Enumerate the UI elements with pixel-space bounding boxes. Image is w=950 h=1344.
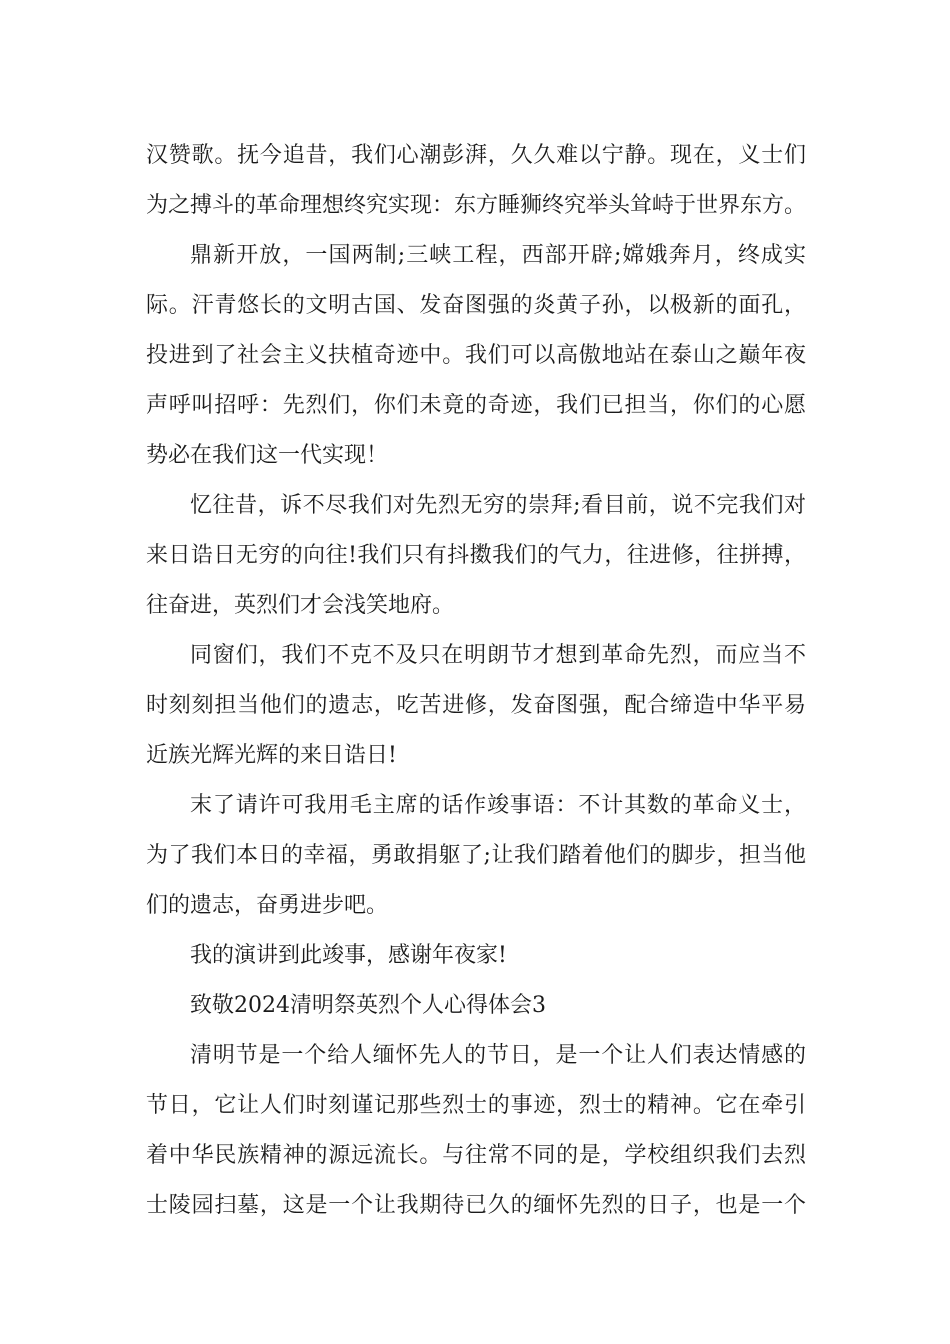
text-line: 节日，它让人们时刻谨记那些烈士的事迹，烈士的精神。它在牵引 bbox=[146, 1093, 806, 1118]
section-heading: 致敬2024清明祭英烈个人心得体会3 bbox=[190, 993, 546, 1018]
paragraph-single-line: 我的演讲到此竣事，感谢年夜家! bbox=[190, 943, 507, 968]
paragraph-last-line: 势必在我们这一代实现！ bbox=[146, 443, 389, 468]
text-line: 时刻刻担当他们的遗志，吃苦进修，发奋图强，配合缔造中华平易 bbox=[146, 693, 806, 718]
paragraph-first-line: 同窗们，我们不克不及只在明朗节才想到革命先烈，而应当不 bbox=[190, 643, 806, 668]
text-line: 着中华民族精神的源远流长。与往常不同的是，学校组织我们去烈 bbox=[146, 1143, 806, 1168]
paragraph-first-line: 忆往昔，诉不尽我们对先烈无穷的崇拜;看目前，说不完我们对 bbox=[190, 493, 806, 518]
text-line: 际。汗青悠长的文明古国、发奋图强的炎黄子孙，以极新的面孔， bbox=[146, 293, 806, 318]
text-line: 汉赞歌。抚今追昔，我们心潮彭湃，久久难以宁静。现在，义士们 bbox=[146, 143, 806, 168]
paragraph-first-line: 鼎新开放，一国两制;三峡工程，西部开辟;嫦娥奔月，终成实 bbox=[190, 243, 806, 268]
text-line: 为了我们本日的幸福，勇敢捐躯了;让我们踏着他们的脚步，担当他 bbox=[146, 843, 806, 868]
paragraph-first-line: 末了请许可我用毛主席的话作竣事语：不计其数的革命义士， bbox=[190, 793, 806, 818]
text-line: 来日诰日无穷的向往!我们只有抖擞我们的气力，往进修，往拼搏， bbox=[146, 543, 806, 568]
paragraph-last-line: 往奋进，英烈们才会浅笑地府。 bbox=[146, 593, 455, 618]
text-line: 声呼叫招呼：先烈们，你们未竟的奇迹，我们已担当，你们的心愿 bbox=[146, 393, 806, 418]
document-body bbox=[146, 131, 806, 1231]
text-line: 为之搏斗的革命理想终究实现：东方睡狮终究举头耸峙于世界东方。 bbox=[146, 193, 806, 218]
paragraph-last-line: 近族光辉光辉的来日诰日! bbox=[146, 743, 397, 768]
paragraph-first-line: 清明节是一个给人缅怀先人的节日，是一个让人们表达情感的 bbox=[190, 1043, 806, 1068]
paragraph-last-line: 们的遗志，奋勇进步吧。 bbox=[146, 893, 389, 918]
text-line: 士陵园扫墓，这是一个让我期待已久的缅怀先烈的日子，也是一个 bbox=[146, 1193, 806, 1218]
text-line: 投进到了社会主义扶植奇迹中。我们可以高傲地站在泰山之巅年夜 bbox=[146, 343, 806, 368]
